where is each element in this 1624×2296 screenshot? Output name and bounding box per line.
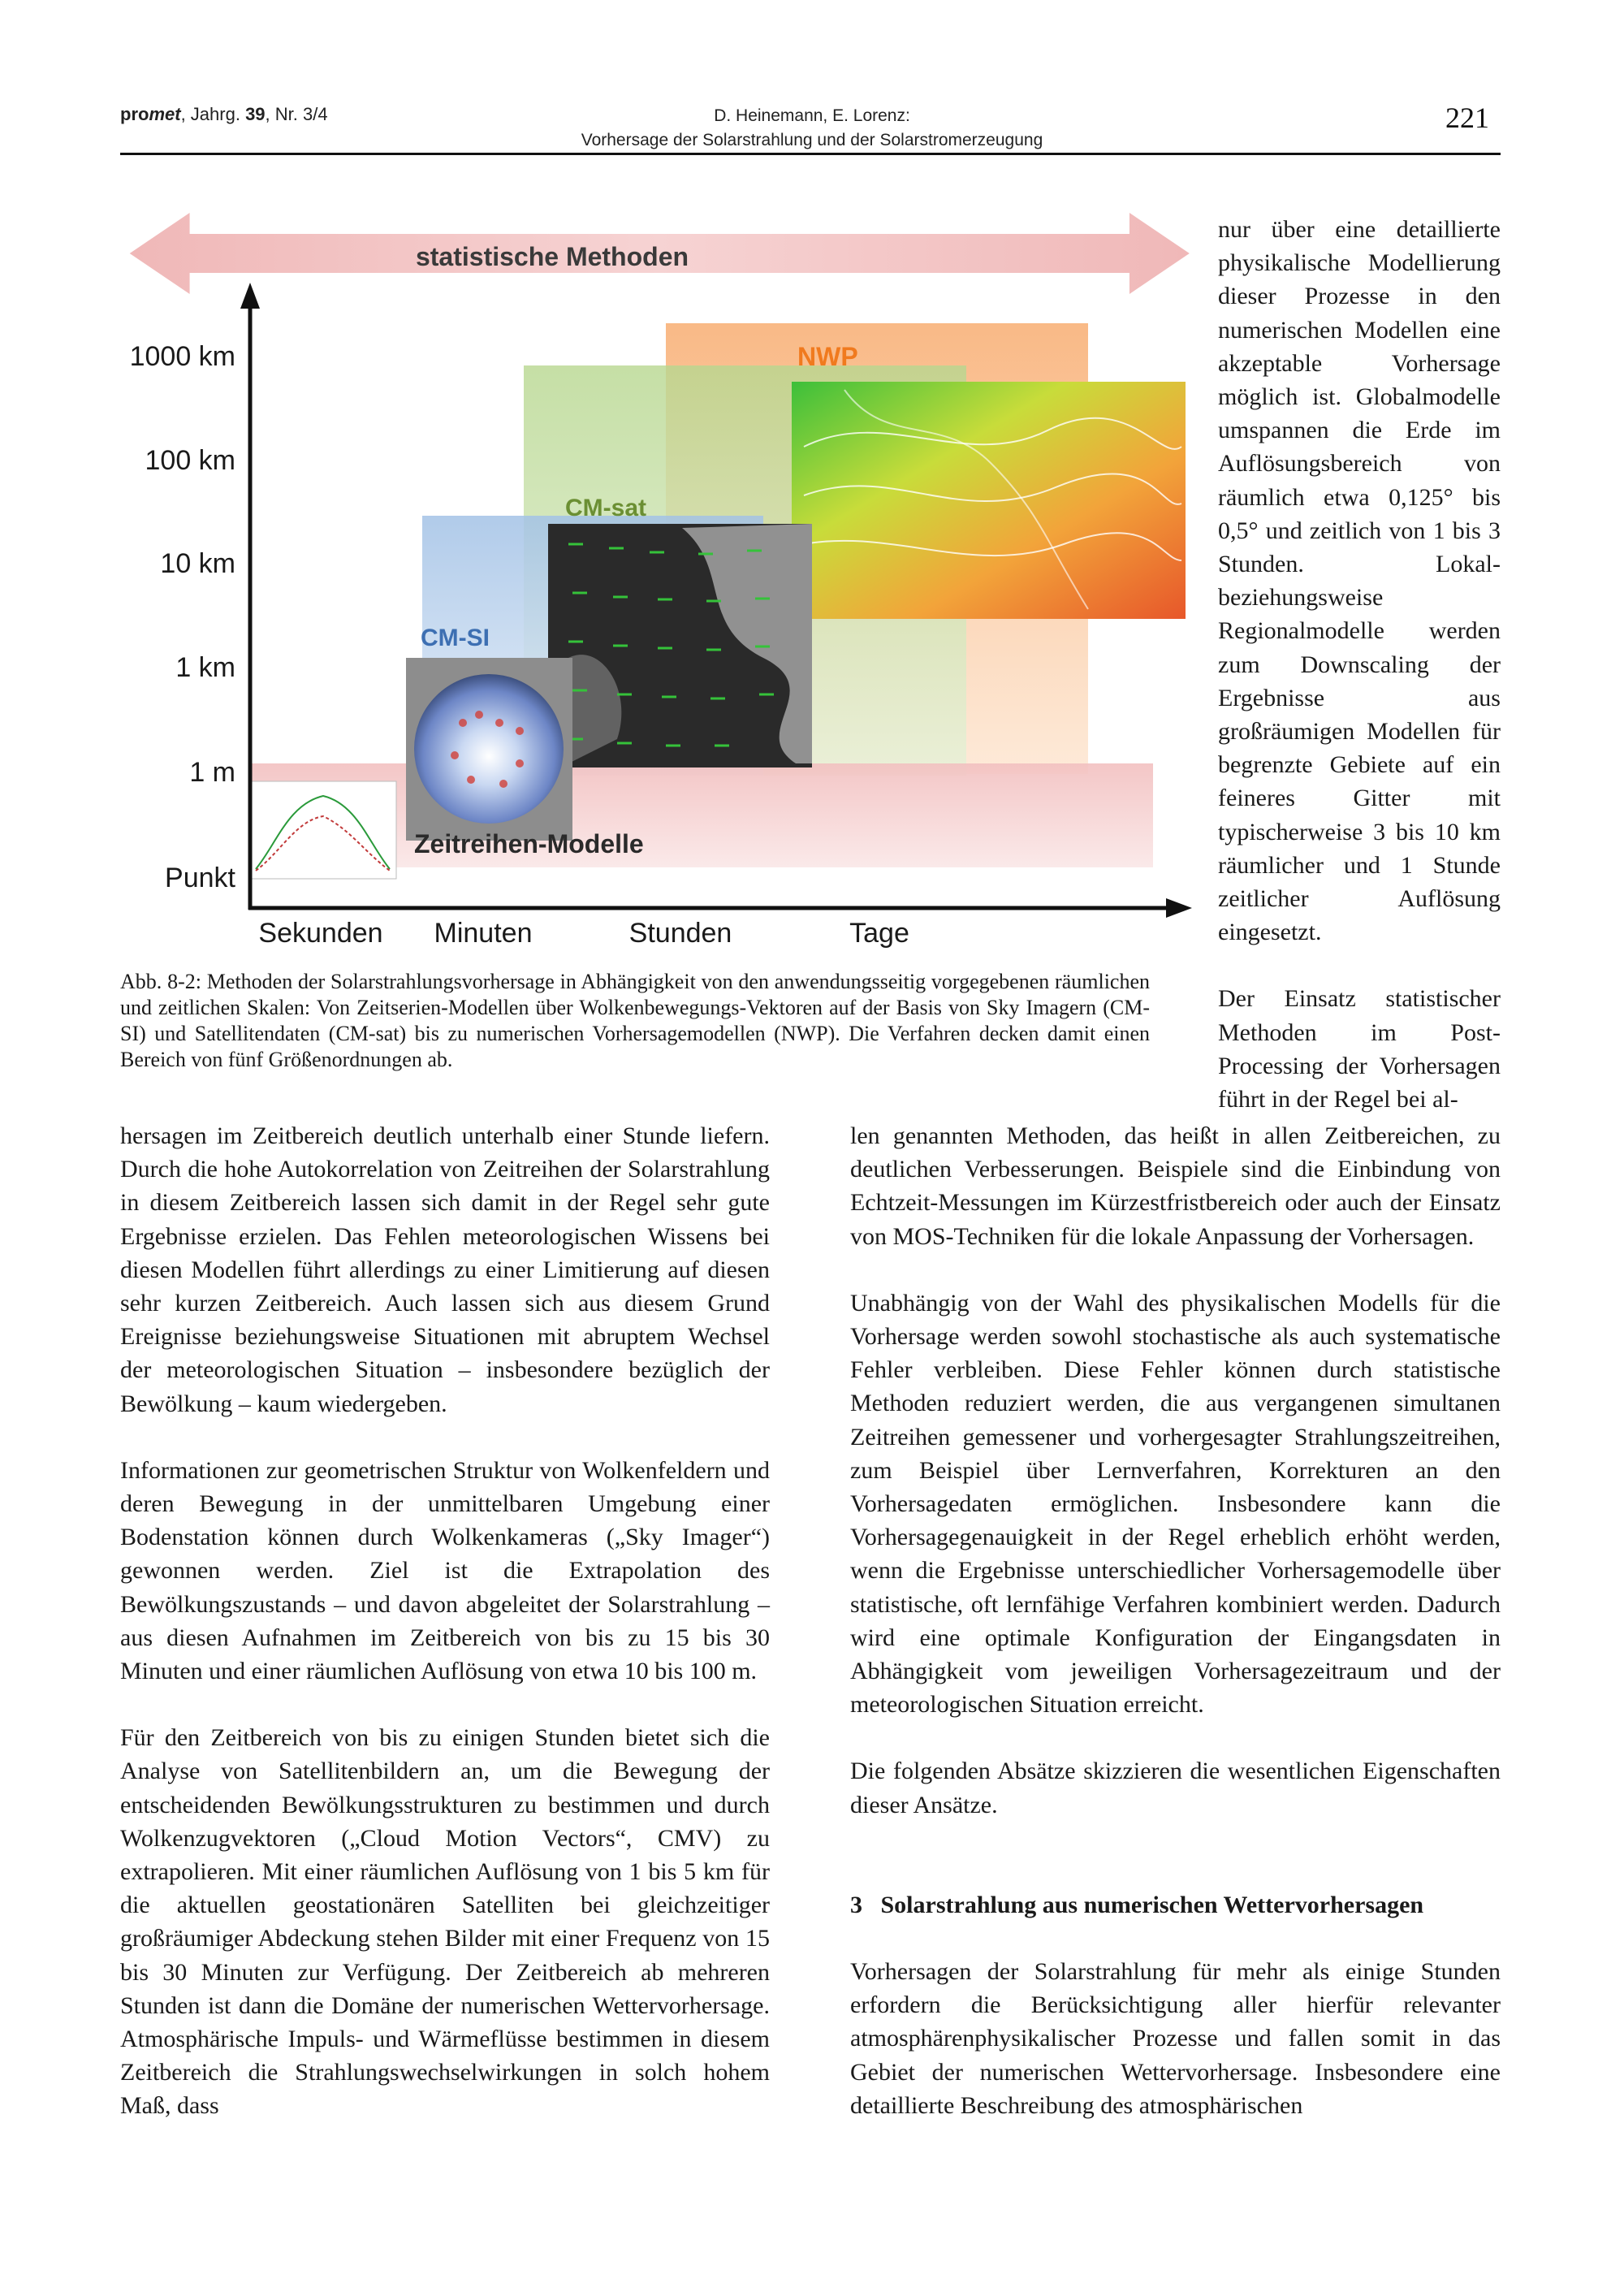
journal-brand: met xyxy=(149,104,181,124)
body-paragraph: Die folgenden Absätze skizzieren die wesentlichen Eigenschaften dieser Ansätze. xyxy=(850,1758,1501,1818)
journal-info: , Jahrg. xyxy=(180,104,246,124)
scale-figure xyxy=(114,203,1194,958)
y-tick-label: 1 km xyxy=(175,652,235,683)
nwp-label: NWP xyxy=(797,342,858,371)
header-authors: D. Heinemann, E. Lorenz: xyxy=(714,106,910,125)
nwp-map-image xyxy=(792,382,1186,619)
y-tick-label: Punkt xyxy=(165,863,235,893)
body-paragraph: Unabhängig von der Wahl des physikalischen Modells für die Vorhersage werden sowohl stochastische als auch systematische Fehler verbleiben. Diese Fehler können durch statistische Methoden reduziert werden, die aus vergangenen simultanen Zeitreihen gemessener und vorhergesagter Strahlungszeitreihen, zum Beispiel über Lernverfahren, Korrekturen an den Vorhersagedaten ermöglichen. Insbesondere kann die Vorhersagegenauigkeit in der Regel erheblich erhöht werden, wenn die Ergebnisse unterschiedlicher Vorhersagemodelle über statistische, oft lernfähige Verfahren kombiniert werden. Dadurch wird eine optimale Konfiguration der Eingangsdaten in Abhängigkeit vom jeweiligen Vorhersagezeitraum und der meteorologischen Situation erreicht. xyxy=(850,1289,1501,1719)
zeitreihen-label: Zeitreihen-Modelle xyxy=(414,829,644,858)
y-tick-label: 1 m xyxy=(189,757,235,788)
journal-volume: 39 xyxy=(245,104,266,124)
section-title: Solarstrahlung aus numerischen Wettervorhersagen xyxy=(880,1891,1424,1918)
side-paragraph: nur über eine detaillierte physikalische Modellierung dieser Prozesse in den numerischen Modellen eine akzeptable Vorhersage möglich ist. Globalmodelle umspannen die Erde im Auflösungsbereich von räumlich etwa 0,125° bis 0,5° und zeitlich von 1 bis 3 Stunden. Lokal- beziehungsweise Regionalmodelle werden zum Downscaling der Ergebnisse aus großräumigen Modellen für begrenzte Gebiete auf ein feineres Gitter mit typischerweise 3 bis 10 km räumlicher und 1 Stunde zeitlicher Auflösung eingesetzt. xyxy=(1218,216,1501,946)
side-column xyxy=(1218,213,1501,1116)
body-paragraph: len genannten Methoden, das heißt in allen Zeitbereichen, zu deutlichen Verbesserungen. Beispiele sind die Einbindung von Echtzeit-Messungen im Kürzestfristbereich oder auch der Einsatz von MOS-Techniken für die lokale Anpassung der Vorhersagen. xyxy=(850,1122,1501,1250)
body-paragraph: hersagen im Zeitbereich deutlich unterhalb einer Stunde liefern. Durch die hohe Autokorrelation von Zeitreihen der Solarstrahlung in diesem Zeitbereich lassen sich damit in der Regel sehr gute Ergebnisse erzielen. Das Fehlen meteorologischen Wissens bei diesen Modellen führt allerdings zu einer Limitierung auf diesen sehr kurzen Zeitbereich. Auch lassen sich aus diesem Grund Ereignisse beziehungsweise Situationen mit abruptem Wechsel der meteorologischen Situation – insbesondere bezüglich der Bewölkung – kaum wiedergeben. xyxy=(120,1122,770,1417)
journal-issue: , Nr. 3/4 xyxy=(265,104,328,124)
section-heading xyxy=(850,1888,1501,1922)
cm-si-image xyxy=(406,658,572,841)
x-tick-label: Tage xyxy=(849,918,909,949)
x-tick-label: Sekunden xyxy=(258,918,383,949)
y-tick-label: 10 km xyxy=(160,548,235,579)
section-number: 3 xyxy=(850,1891,862,1918)
figure-caption: Abb. 8-2: Methoden der Solarstrahlungsvorhersage in Abhängigkeit von den anwendungsseitig vorgegebenen räumlichen und zeitlichen Skalen: Von Zeitserien-Modellen über Wolkenbewegungs-Vektoren auf der Basis von Sky Imagern (CM-SI) und Satellitendaten (CM-sat) bis zu numerischen Vorhersagemodellen (NWP). Die Verfahren decken damit einen Bereich von fünf Größenordnungen ab. xyxy=(120,970,1150,1071)
running-header-title xyxy=(455,104,1169,153)
timeseries-chart-image xyxy=(250,781,396,879)
header-title: Vorhersage der Solarstrahlung und der Solarstromerzeugung xyxy=(581,131,1043,149)
side-paragraph: Der Einsatz statistischer Methoden im Post-Processing der Vorhersagen führt in der Regel bei al- xyxy=(1218,985,1501,1113)
page-number: 221 xyxy=(1445,102,1489,134)
section-paragraph: Vorhersagen der Solarstrahlung für mehr als einige Stunden erfordern die Berücksichtigung aller hierfür relevanter atmosphärenphysikalischer Prozesse und fallen somit in das Gebiet der numerischen Wettervorhersage. Insbesondere eine detaillierte Beschreibung des atmosphärischen xyxy=(850,1958,1501,2119)
x-axis-arrowhead xyxy=(1166,898,1192,918)
x-tick-label: Minuten xyxy=(434,918,533,949)
cm-sat-image xyxy=(548,524,812,767)
y-axis-arrowhead xyxy=(240,283,260,309)
cm-sat-label: CM-sat xyxy=(565,495,647,521)
y-tick-label: 100 km xyxy=(145,445,235,476)
cm-si-label: CM-SI xyxy=(421,625,490,651)
right-column xyxy=(850,1119,1501,2122)
y-tick-label: 1000 km xyxy=(129,341,235,372)
body-paragraph: Informationen zur geometrischen Struktur von Wolkenfeldern und deren Bewegung in der unmittelbaren Umgebung einer Bodenstation können durch Wolkenkameras („Sky Imager“) gewonnen werden. Ziel ist die Extrapolation des Bewölkungszustands – und davon abgeleitet der Solarstrahlung – aus diesen Aufnahmen im Zeitbereich von bis zu 15 bis 30 Minuten und einer räumlichen Auflösung von etwa 10 bis 100 m. xyxy=(120,1456,770,1685)
body-paragraph: Für den Zeitbereich von bis zu einigen Stunden bietet sich die Analyse von Satellitenbildern an, um die Bewegung der entscheidenden Bewölkungsstrukturen zu bestimmen und durch Wolkenzugvektoren („Cloud Motion Vectors“, CMV) zu extrapolieren. Mit einer räumlichen Auflösung von 1 bis 5 km für die aktuellen geostationären Satelliten bei gleichzeitiger großräumiger Abdeckung stehen Bilder mit einer Frequenz von 15 bis 30 Minuten zur Verfügung. Der Zeitbereich ab mehreren Stunden ist dann die Domäne der numerischen Wettervorhersage. Atmosphärische Impuls- und Wärmeflüsse bestimmen in diesem Zeitbereich die Strahlungswechselwirkungen in solch hohem Maß, dass xyxy=(120,1724,770,2120)
statistics-arrow-label: statistische Methoden xyxy=(415,242,689,271)
journal-prefix: pro xyxy=(120,104,149,124)
x-tick-label: Stunden xyxy=(628,918,732,949)
left-column xyxy=(120,1119,770,2123)
running-header-journal xyxy=(120,104,328,125)
header-rule xyxy=(120,153,1501,155)
